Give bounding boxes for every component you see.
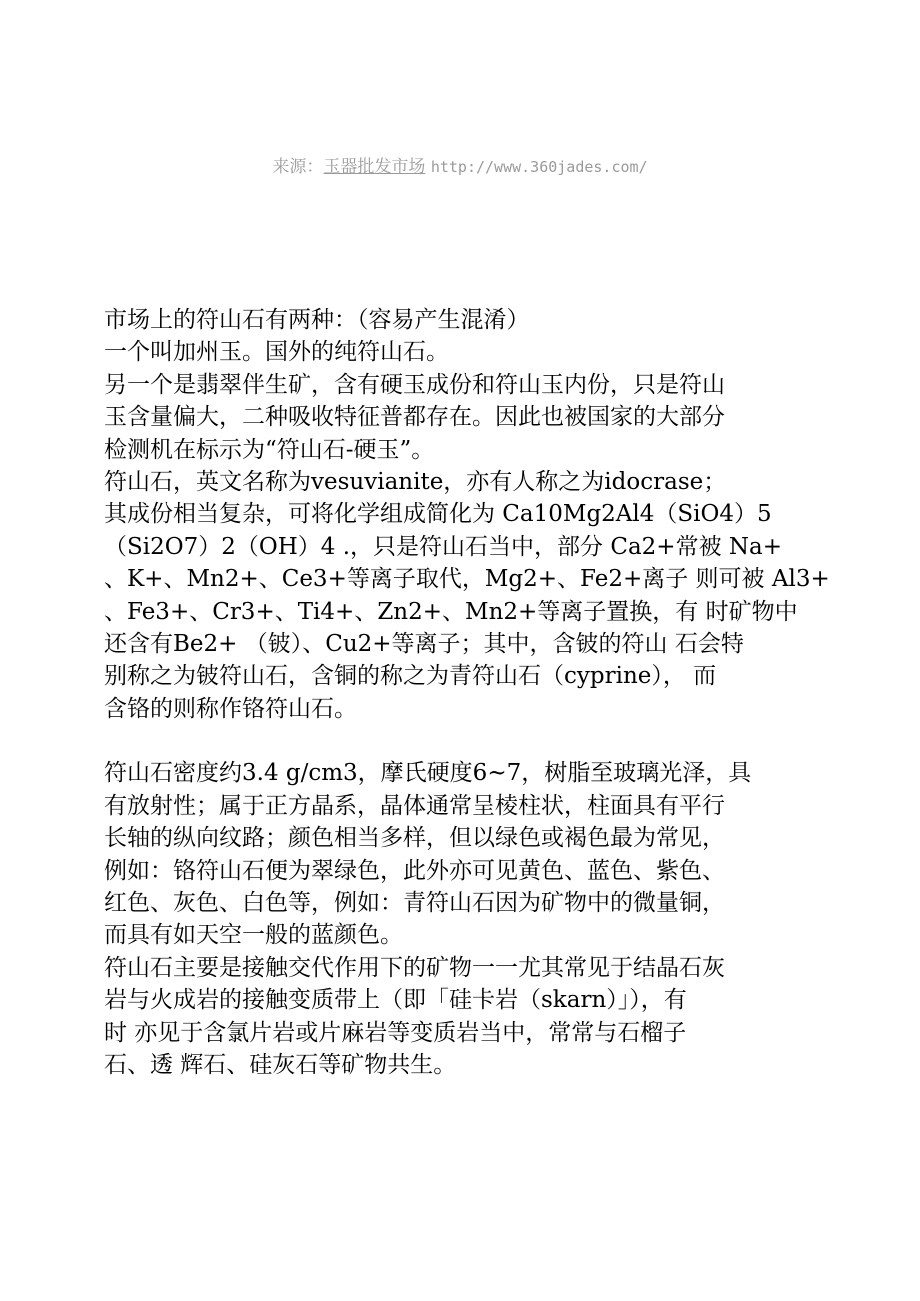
text-line: 检测机在标示为“符山石-硬玉”。 xyxy=(104,436,435,463)
text-line: 有放射性；属于正方晶系，晶体通常呈棱柱状，柱面具有平行 xyxy=(104,792,725,819)
text-line: 符山石，英文名称为vesuvianite，亦有人称之为idocrase； xyxy=(104,468,727,495)
text-line: 符山石密度约3.4 g/cm3，摩氏硬度6~7，树脂至玻璃光泽，具 xyxy=(104,760,752,787)
source-url: http://www.360jades.com/ xyxy=(430,158,648,176)
text-line: 岩与火成岩的接触变质带上（即「硅卡岩（skarn）」），有 xyxy=(104,987,687,1014)
text-line: 、K+、Mn2+、Ce3+等离子取代，Mg2+、Fe2+离子 则可被 Al3+ xyxy=(104,566,830,593)
text-line: 另一个是翡翠伴生矿，含有硬玉成份和符山玉内份，只是符山 xyxy=(104,371,725,398)
text-line: 而具有如天空一般的蓝颜色。 xyxy=(104,922,403,949)
text-line: 含铬的则称作铬符山石。 xyxy=(104,695,357,722)
text-line: 还含有Be2+ （铍）、Cu2+等离子；其中，含铍的符山 石会特 xyxy=(104,630,744,657)
text-line: 长轴的纵向纹路；颜色相当多样，但以绿色或褐色最为常见， xyxy=(104,825,725,852)
text-line: 时 亦见于含氯片岩或片麻岩等变质岩当中，常常与石榴子 xyxy=(104,1019,687,1046)
text-line: 红色、灰色、白色等，例如：青符山石因为矿物中的微量铜， xyxy=(104,890,725,917)
text-line: 市场上的符山石有两种：（容易产生混淆） xyxy=(104,307,530,333)
text-line: 符山石主要是接触交代作用下的矿物一一尤其常见于结晶石灰 xyxy=(104,954,725,981)
source-label: 来源： xyxy=(272,157,324,177)
text-line: 例如：铬符山石便为翠绿色，此外亦可见黄色、蓝色、紫色、 xyxy=(104,857,725,884)
source-link[interactable]: 玉器批发市场 xyxy=(323,157,426,177)
article-body xyxy=(104,304,830,1081)
text-line: 石、透 辉石、硅灰石等矿物共生。 xyxy=(104,1051,457,1078)
text-line: （Si2O7）2（OH）4 .，只是符山石当中，部分 Ca2+常被 Na+ xyxy=(104,533,782,560)
source-line xyxy=(0,152,920,177)
text-line: 玉含量偏大，二种吸收特征普都存在。因此也被国家的大部分 xyxy=(104,404,725,431)
text-line: 一个叫加州玉。国外的纯符山石。 xyxy=(104,339,449,366)
text-line: 其成份相当复杂，可将化学组成简化为 Ca10Mg2Al4（SiO4）5 xyxy=(104,501,772,528)
text-line: 、Fe3+、Cr3+、Ti4+、Zn2+、Mn2+等离子置换，有 时矿物中 xyxy=(104,598,798,625)
paragraph-gap xyxy=(104,725,816,757)
text-line: 别称之为铍符山石，含铜的称之为青符山石（cyprine）， 而 xyxy=(104,663,717,690)
